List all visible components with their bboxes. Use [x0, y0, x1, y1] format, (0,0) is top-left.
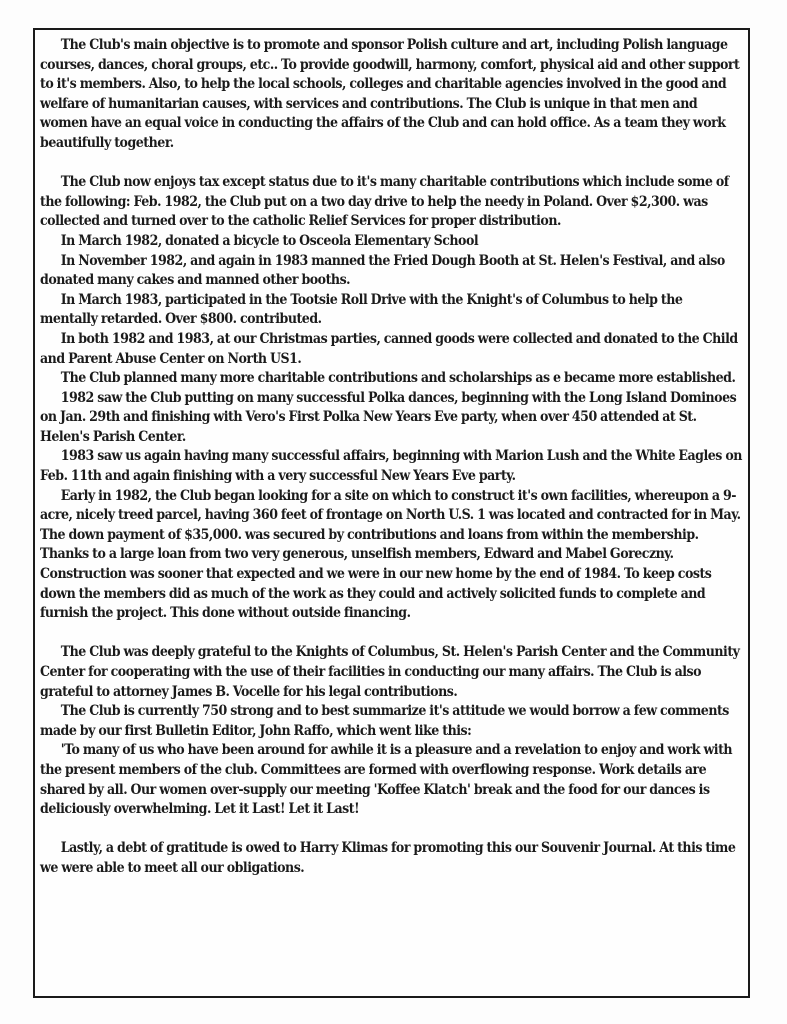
- paragraph-1982-polka: 1982 saw the Club putting on many successful Polka dances, beginning with the Long Island Dominoes on Jan. 29th and finishing with Vero's First Polka New Years Eve party, when over 450 attended at St. Helen's Parish Center.: [40, 389, 737, 445]
- paragraph-1983-affairs: 1983 saw us again having many successful affairs, beginning with Marion Lush and the White Eagles on Feb. 11th and again finishing with a very successful New Years Eve party.: [40, 448, 742, 485]
- paragraph-tax-status: The Club now enjoys tax except status due to it's many charitable contributions which include some of the following: Feb. 1982, the Club put on a two day drive to help the needy in Poland. Over $2,300. was collected and turned over to the catholic Relief Services for proper distribution.: [40, 174, 729, 230]
- paragraph-gap: [40, 624, 744, 644]
- paragraph-scholarships: The Club planned many more charitable contributions and scholarships as e became more established.: [60, 370, 736, 387]
- paragraph-bicycle: In March 1982, donated a bicycle to Osceola Elementary School: [60, 232, 479, 249]
- paragraph-membership: The Club is currently 750 strong and to best summarize it's attitude we would borrow a few comments made by our first Bulletin Editor, John Raffo, which went like this:: [40, 703, 729, 739]
- paragraph-quote: 'To many of us who have been around for awhile it is a pleasure and a revelation to enjoy and work with the present members of the club. Committees are formed with overflowing response. Work details are shared by all. Our women over-supply our meeting 'Koffee Klatch' break and the food for our dances is deliciously overwhelming. Let it Last! Let it Last!: [40, 742, 733, 818]
- paragraph-christmas: In both 1982 and 1983, at our Christmas parties, canned goods were collected and donated to the Child and Parent Abuse Center on North US1.: [40, 330, 738, 367]
- paragraph-gap: [40, 820, 744, 840]
- paragraph-tootsie-roll: In March 1983, participated in the Tootsie Roll Drive with the Knight's of Columbus to help the mentally retarded. Over $800. contributed.: [40, 291, 683, 328]
- paragraph-gratitude: The Club was deeply grateful to the Knights of Columbus, St. Helen's Parish Center and the Community Center for cooperating with the use of their facilities in conducting our many affairs. The Club is also grateful to attorney James B. Vocelle for his legal contributions.: [40, 644, 740, 700]
- paragraph-closing: Lastly, a debt of gratitude is owed to Harry Klimas for promoting this our Souvenir Journal. At this time we were able to meet all our obligations.: [40, 840, 736, 876]
- paragraph-objective: The Club's main objective is to promote and sponsor Polish culture and art, including Polish language courses, dances, choral groups, etc.. To provide goodwill, harmony, comfort, physical aid and other support to it's members. Also, to help the local schools, colleges and charitable agencies involved in the good and welfare of humanitarian causes, with services and contributions. The Club is unique in that men and women have an equal voice in conducting the affairs of the Club and can hold office. As a team they work beautifully together.: [40, 37, 740, 151]
- paragraph-gap: [40, 154, 744, 174]
- paragraph-fried-dough: In November 1982, and again in 1983 manned the Fried Dough Booth at St. Helen's Festival, and also donated many cakes and manned other booths.: [40, 252, 725, 289]
- document-frame: [33, 28, 750, 998]
- paragraph-site-purchase: Early in 1982, the Club began looking for a site on which to construct it's own facilities, whereupon a 9-acre, nicely treed parcel, having 360 feet of frontage on North U.S. 1 was located and contracted for in May. The down payment of $35,000. was secured by contributions and loans from within the membership. Thanks to a large loan from two very generous, unselfish members, Edward and Mabel Goreczny. Construction was sooner that expected and we were in our new home by the end of 1984. To keep costs down the members did as much of the work as they could and actively solicited funds to complete and furnish the project. This done without outside financing.: [40, 487, 741, 622]
